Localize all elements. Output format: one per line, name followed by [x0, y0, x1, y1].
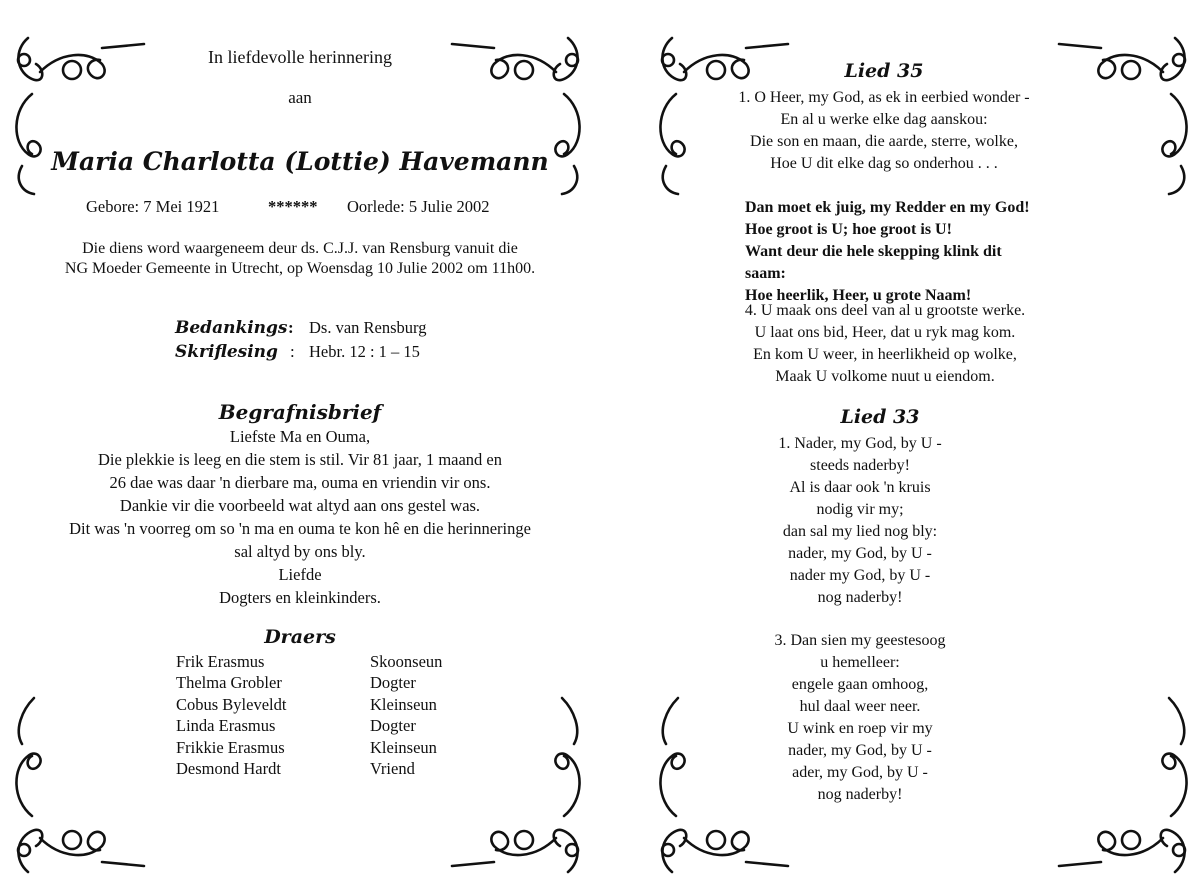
bearer-relation: Vriend	[370, 758, 415, 778]
hymn-verse	[584, 87, 1184, 175]
verse-line: engele gaan omhoog,	[791, 676, 929, 693]
table-row	[176, 695, 442, 716]
verse-line: Hoe U dit elke dag so onderhou . . .	[770, 155, 998, 172]
hymn-verse	[560, 433, 1160, 609]
bearer-name: Frikkie Erasmus	[176, 737, 285, 757]
program-label: Skriflesing	[175, 342, 278, 362]
letter-line: Liefde	[278, 565, 322, 584]
verse-line: En kom U weer, in heerlikheid op wolke,	[753, 346, 1017, 363]
letter-body	[0, 427, 600, 611]
bearer-relation: Dogter	[370, 673, 416, 693]
bearer-relation: Dogter	[370, 716, 416, 736]
table-row	[176, 738, 442, 759]
died-date: Oorlede: 5 Julie 2002	[347, 197, 490, 216]
verse-line: 4. U maak ons deel van al u grootste werke.	[744, 302, 1026, 319]
verse-line: U wink en roep vir my	[787, 720, 933, 737]
program-row-thanks	[0, 318, 600, 342]
table-row	[176, 716, 442, 737]
program-value: Ds. van Rensburg	[309, 318, 427, 337]
bearers-heading: Draers	[264, 626, 336, 648]
chorus-line: Hoe heerlik, Heer, u grote Naam!	[745, 287, 972, 304]
letter-line: Liefste Ma en Ouma,	[229, 427, 371, 446]
program-label: Bedankings	[175, 318, 288, 338]
verse-line: 1. O Heer, my God, as ek in eerbied wonder -	[738, 89, 1030, 106]
table-row	[176, 759, 442, 780]
hymn-verse	[560, 630, 1160, 806]
letter-line: Dogters en kleinkinders.	[219, 588, 381, 607]
bearer-name: Cobus Byleveldt	[176, 694, 287, 714]
service-line-2: NG Moeder Gemeente in Utrecht, op Woensdag 10 Julie 2002 om 11h00.	[64, 260, 536, 277]
program-sep: :	[290, 342, 295, 361]
bearer-name: Frik Erasmus	[176, 652, 265, 671]
program-sep: :	[288, 318, 294, 337]
verse-line: nodig vir my;	[816, 501, 904, 518]
verse-line: Al is daar ook 'n kruis	[789, 479, 931, 496]
letter-line: Die plekkie is leeg en die stem is stil. Vir 81 jaar, 1 maand en	[97, 450, 503, 469]
letter-line: sal altyd by ons bly.	[234, 542, 366, 561]
program-value: Hebr. 12 : 1 – 15	[309, 342, 420, 361]
verse-line: nader, my God, by U -	[788, 742, 932, 759]
intro-line: In liefdevolle herinnering	[208, 47, 392, 67]
verse-line: En al u werke elke dag aanskou:	[780, 111, 988, 128]
verse-line: ader, my God, by U -	[792, 764, 928, 781]
verse-line: steeds naderby!	[810, 457, 910, 474]
chorus-line: Dan moet ek juig, my Redder en my God!	[745, 199, 1030, 216]
verse-line: 3. Dan sien my geestesoog	[774, 632, 946, 649]
bearer-name: Linda Erasmus	[176, 716, 276, 736]
deceased-name: Maria Charlotta (Lottie) Havemann	[51, 147, 549, 176]
verse-line: nader my God, by U -	[789, 567, 931, 584]
verse-line: U laat ons bid, Heer, dat u ryk mag kom.	[754, 324, 1016, 341]
chorus-line: Hoe groot is U; hoe groot is U!	[745, 221, 952, 238]
verse-line: Maak U volkome nuut u eiendom.	[775, 368, 995, 385]
intro-aan: aan	[288, 88, 312, 107]
verse-line: nader, my God, by U -	[788, 545, 932, 562]
letter-heading: Begrafnisbrief	[218, 400, 382, 424]
letter-line: Dankie vir die voorbeeld wat altyd aan ons gestel was.	[119, 496, 481, 515]
chorus-line: Want deur die hele skepping klink dit saam:	[745, 243, 1002, 282]
verse-line: u hemelleer:	[820, 654, 900, 671]
bearer-relation: Kleinseun	[370, 737, 437, 757]
verse-line: Die son en maan, die aarde, sterre, wolke,	[750, 133, 1018, 150]
letter-line: Dit was 'n voorreg om so 'n ma en ouma te kon hê en die herinneringe	[69, 519, 531, 538]
hymn-title: Lied 33	[840, 406, 920, 428]
bearers-table	[176, 652, 442, 780]
verse-line: dan sal my lied nog bly:	[782, 523, 938, 540]
hymn-chorus	[745, 197, 1045, 307]
corner-ornament-bottom-left	[6, 690, 151, 880]
stars-separator: ******	[268, 197, 318, 216]
bearer-name: Desmond Hardt	[176, 758, 281, 778]
program-row-reading	[0, 342, 600, 366]
verse-line: hul daal weer neer.	[799, 698, 921, 715]
hymn-title: Lied 35	[844, 60, 924, 82]
bearer-name: Thelma Grobler	[176, 673, 282, 693]
bearer-relation: Kleinseun	[370, 694, 437, 714]
born-date: Gebore: 7 Mei 1921	[86, 197, 220, 216]
verse-line: nog naderby!	[817, 786, 903, 803]
hymn-verse	[585, 300, 1185, 388]
verse-line: nog naderby!	[817, 589, 903, 606]
letter-line: 26 dae was daar 'n dierbare ma, ouma en vriendin vir ons.	[109, 473, 491, 492]
right-page	[600, 0, 1200, 885]
bearer-relation: Skoonseun	[370, 652, 443, 671]
service-line-1: Die diens word waargeneem deur ds. C.J.J. van Rensburg vanuit die	[82, 240, 518, 257]
verse-line: 1. Nader, my God, by U -	[778, 435, 942, 452]
table-row	[176, 652, 442, 673]
table-row	[176, 673, 442, 694]
